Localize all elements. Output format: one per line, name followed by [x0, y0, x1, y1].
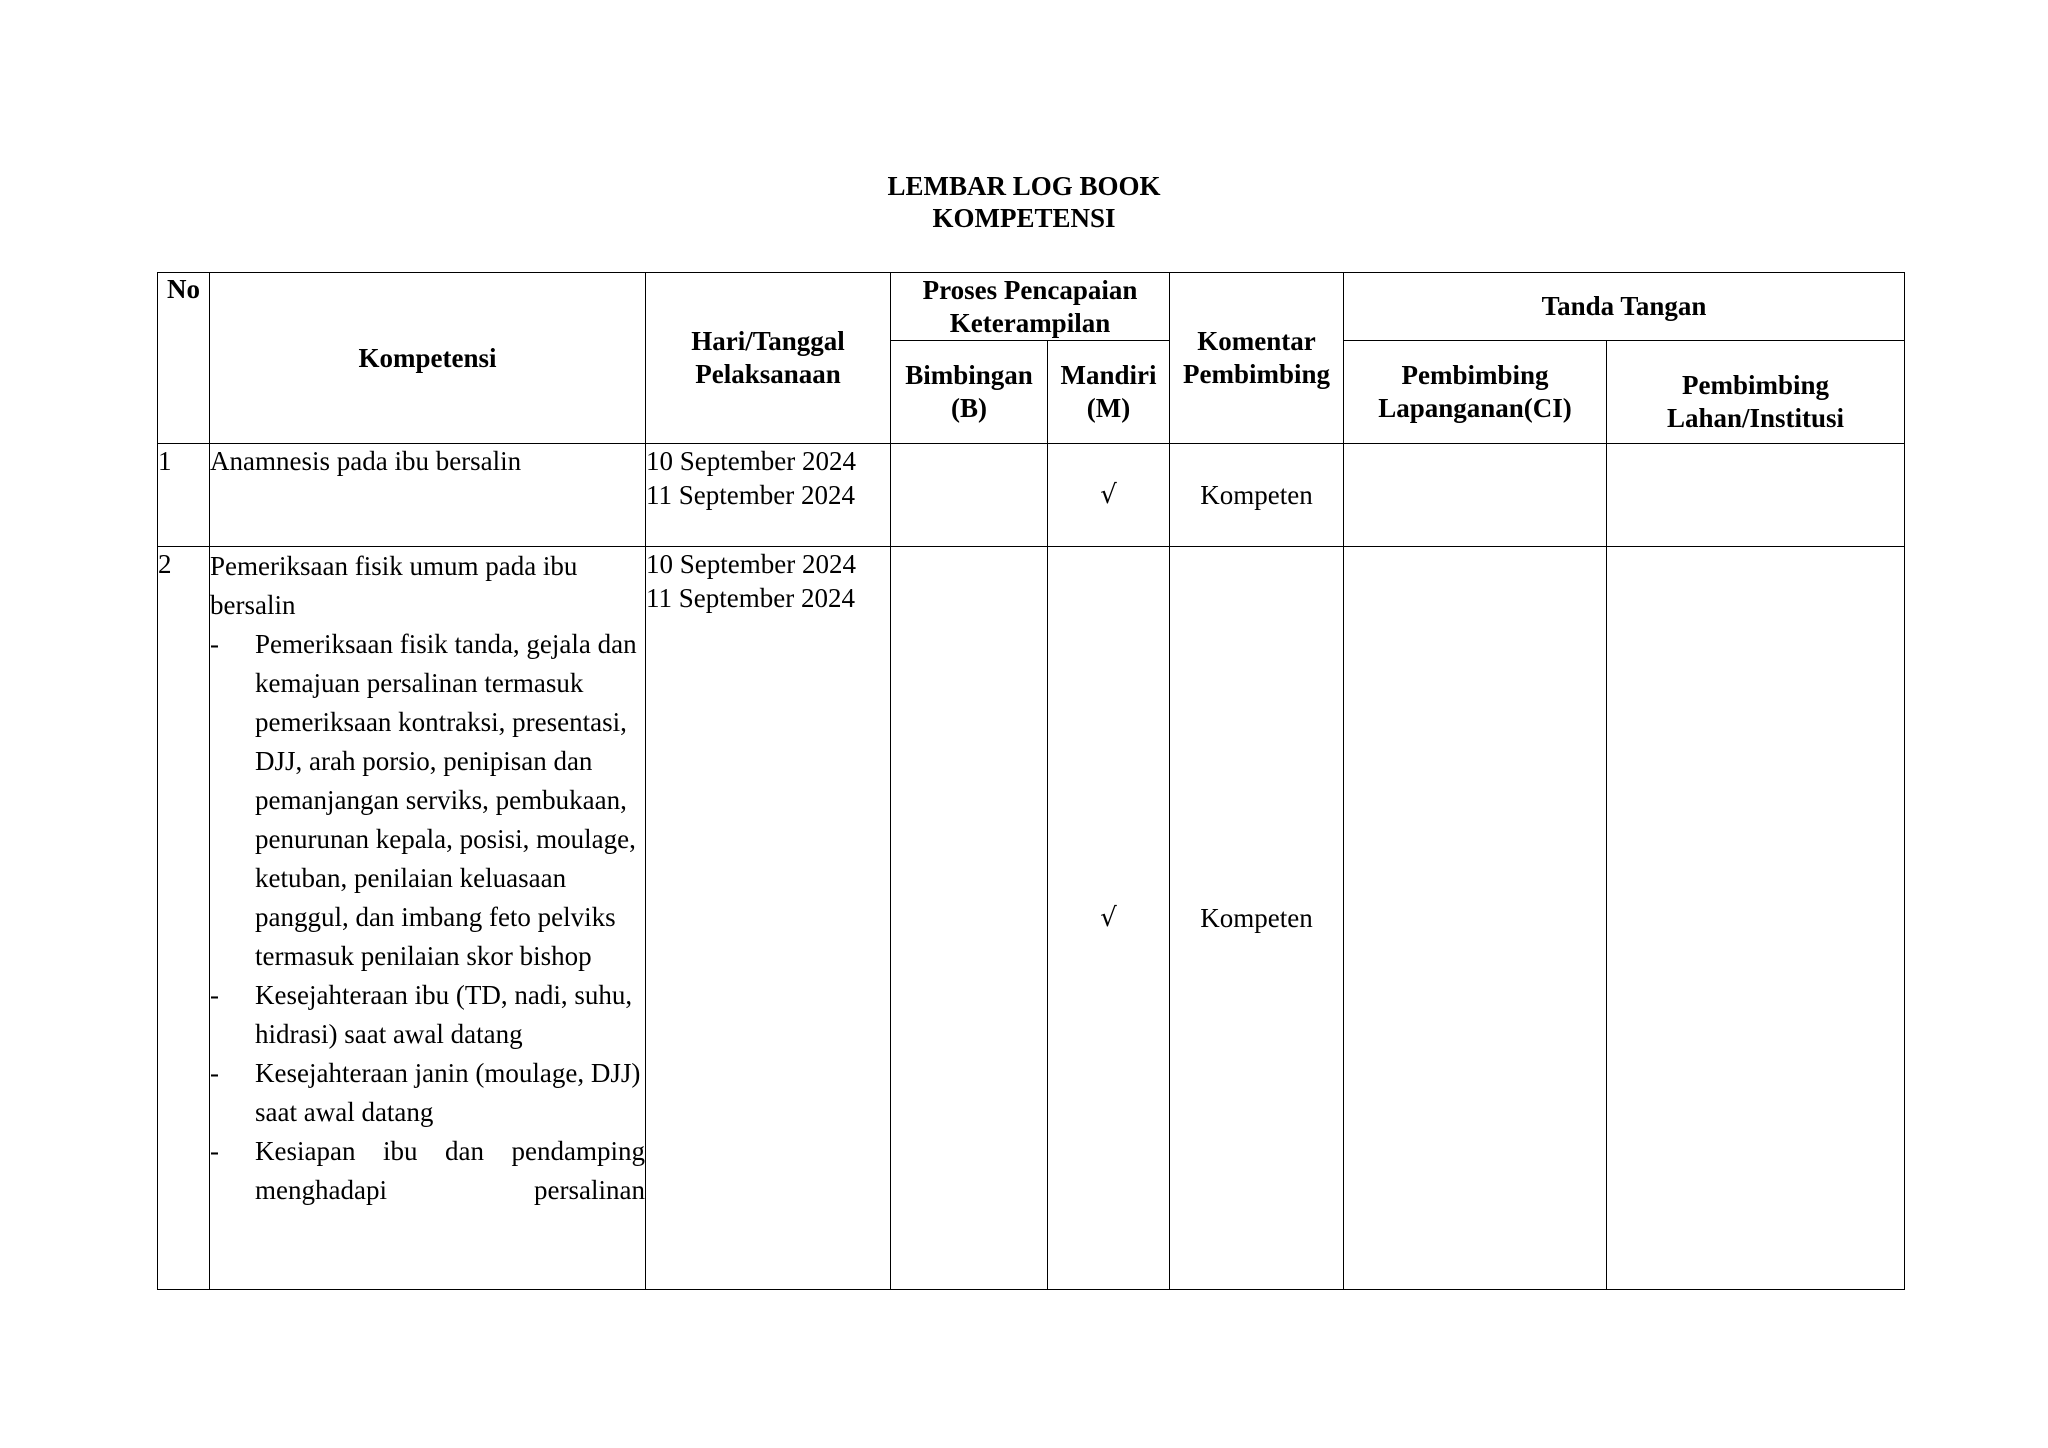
list-marker: - [210, 1058, 219, 1088]
list-marker: - [210, 980, 219, 1010]
logbook-table [157, 272, 1905, 1290]
mandiri-checkmark: √ [1048, 444, 1170, 547]
header-tanda-tangan: Tanda Tangan [1344, 273, 1905, 341]
header-komentar: Komentar Pembimbing [1170, 273, 1344, 444]
signature-ci-cell[interactable] [1344, 547, 1607, 1290]
list-item [210, 1054, 645, 1132]
date-cell [646, 444, 891, 547]
komentar-cell: Kompeten [1170, 547, 1344, 1290]
bimbingan-cell [891, 547, 1048, 1290]
header-mandiri: Mandiri (M) [1048, 341, 1170, 444]
document-title [0, 170, 2048, 234]
competency-cell [210, 547, 646, 1290]
komentar-cell: Kompeten [1170, 444, 1344, 547]
table-row [158, 444, 1905, 547]
header-kompetensi: Kompetensi [210, 273, 646, 444]
header-no: No [158, 273, 210, 444]
list-item [210, 625, 645, 976]
header-pembimbing-lahan: Pembimbing Lahan/Institusi [1607, 341, 1905, 444]
list-item [210, 1132, 645, 1210]
header-proses-pencapaian: Proses Pencapaian Keterampilan [891, 273, 1170, 341]
signature-lahan-cell[interactable] [1607, 444, 1905, 547]
competency-sub-list [210, 625, 645, 1210]
date-line: 11 September 2024 [646, 583, 855, 613]
list-item-text: Kesejahteraan ibu (TD, nadi, suhu, hidrasi) saat awal datang [255, 980, 633, 1049]
bimbingan-cell [891, 444, 1048, 547]
date-line: 10 September 2024 [646, 549, 856, 579]
header-bimbingan: Bimbingan (B) [891, 341, 1048, 444]
header-row-1 [158, 273, 1905, 341]
title-line-2: KOMPETENSI [932, 203, 1116, 233]
competency-cell: Anamnesis pada ibu bersalin [210, 444, 646, 547]
title-line-1: LEMBAR LOG BOOK [887, 171, 1161, 201]
list-item-text: Kesiapan ibu dan pendamping menghadapi persalinan [255, 1136, 645, 1205]
date-line: 11 September 2024 [646, 480, 855, 510]
date-cell [646, 547, 891, 1290]
list-marker: - [210, 629, 219, 659]
table-row [158, 547, 1905, 1290]
list-item [210, 976, 645, 1054]
competency-title: Pemeriksaan fisik umum pada ibu bersalin [210, 551, 578, 620]
header-pembimbing-ci: Pembimbing Lapanganan(CI) [1344, 341, 1607, 444]
row-number: 1 [158, 444, 210, 547]
date-line: 10 September 2024 [646, 446, 856, 476]
mandiri-checkmark: √ [1048, 547, 1170, 1290]
list-item-text: Pemeriksaan fisik tanda, gejala dan kemajuan persalinan termasuk pemeriksaan kontraksi, presentasi, DJJ, arah porsio, penipisan dan pemanjangan serviks, pembukaan, penurunan kepala, posisi, moulage, ketuban, penilaian keluasaan panggul, dan imbang feto pelviks termasuk penilaian skor bishop [255, 629, 637, 971]
list-item-text: Kesejahteraan janin (moulage, DJJ) saat awal datang [255, 1058, 641, 1127]
signature-ci-cell[interactable] [1344, 444, 1607, 547]
header-hari-tanggal: Hari/Tanggal Pelaksanaan [646, 273, 891, 444]
row-number: 2 [158, 547, 210, 1290]
list-marker: - [210, 1136, 219, 1166]
signature-lahan-cell[interactable] [1607, 547, 1905, 1290]
